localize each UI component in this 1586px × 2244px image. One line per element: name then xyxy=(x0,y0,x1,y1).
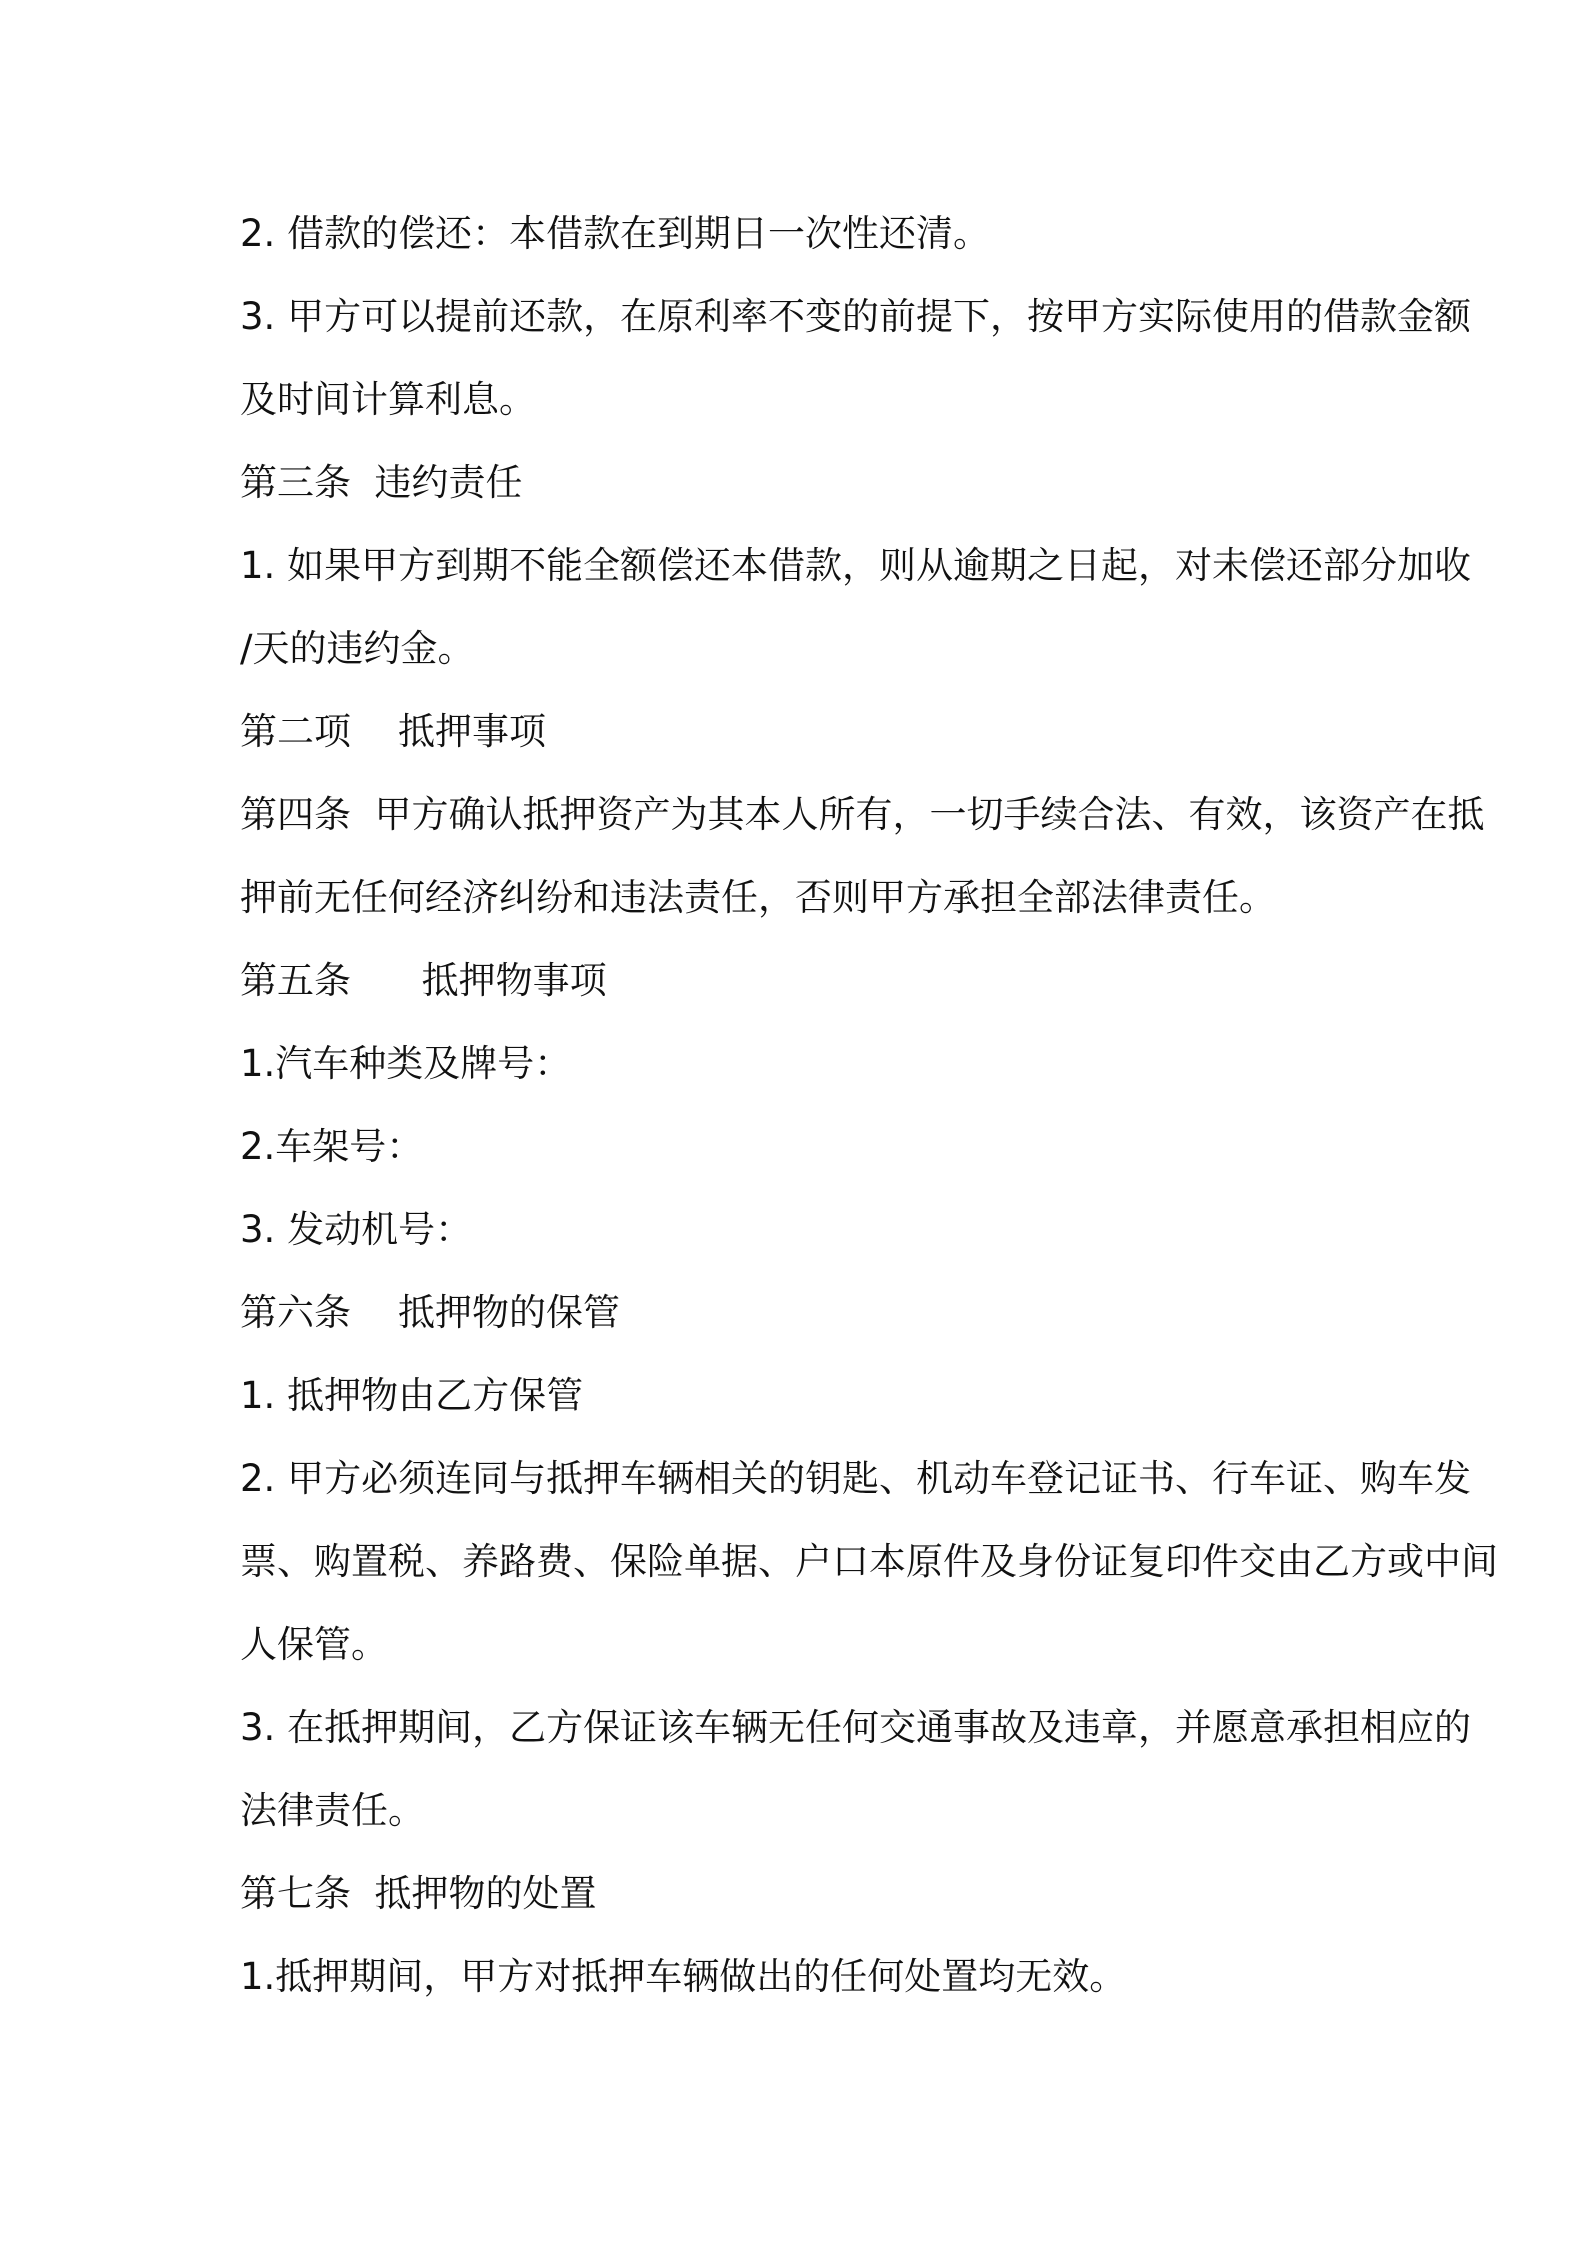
article-6-item-2-cont-2: 人保管。 xyxy=(240,1623,388,1666)
article-3-heading: 第三条 违约责任 xyxy=(240,461,523,504)
article-6-item-2: 2. 甲方必须连同与抵押车辆相关的钥匙、机动车登记证书、行车证、购车发 xyxy=(240,1457,1472,1500)
section-2-heading: 第二项 抵押事项 xyxy=(240,710,547,753)
article-3-item-1-cont: /天的违约金。 xyxy=(240,627,475,670)
article-6-item-3-cont: 法律责任。 xyxy=(240,1789,425,1832)
clause-3-early-repayment-cont: 及时间计算利息。 xyxy=(240,378,536,421)
article-7-item-1: 1.抵押期间，甲方对抵押车辆做出的任何处置均无效。 xyxy=(240,1955,1127,1998)
article-6-item-1: 1. 抵押物由乙方保管 xyxy=(240,1374,584,1417)
article-5-item-3: 3. 发动机号： xyxy=(240,1208,473,1251)
article-7-heading: 第七条 抵押物的处置 xyxy=(240,1872,597,1915)
clause-3-early-repayment: 3. 甲方可以提前还款，在原利率不变的前提下，按甲方实际使用的借款金额 xyxy=(240,295,1472,338)
clause-2-repayment: 2. 借款的偿还：本借款在到期日一次性还清。 xyxy=(240,212,991,255)
article-5-item-1: 1.汽车种类及牌号： xyxy=(240,1042,572,1085)
article-5-heading: 第五条 抵押物事项 xyxy=(240,959,607,1002)
article-3-item-1: 1. 如果甲方到期不能全额偿还本借款，则从逾期之日起，对未偿还部分加收 xyxy=(240,544,1472,587)
article-6-item-2-cont-1: 票、购置税、养路费、保险单据、户口本原件及身份证复印件交由乙方或中间 xyxy=(240,1540,1498,1583)
article-6-heading: 第六条 抵押物的保管 xyxy=(240,1291,621,1334)
article-5-item-2: 2.车架号： xyxy=(240,1125,424,1168)
article-4-text: 第四条 甲方确认抵押资产为其本人所有，一切手续合法、有效，该资产在抵 xyxy=(240,793,1485,836)
article-4-text-cont: 押前无任何经济纠纷和违法责任，否则甲方承担全部法律责任。 xyxy=(240,876,1276,919)
article-6-item-3: 3. 在抵押期间，乙方保证该车辆无任何交通事故及违章，并愿意承担相应的 xyxy=(240,1706,1472,1749)
document-body xyxy=(240,192,1510,2018)
